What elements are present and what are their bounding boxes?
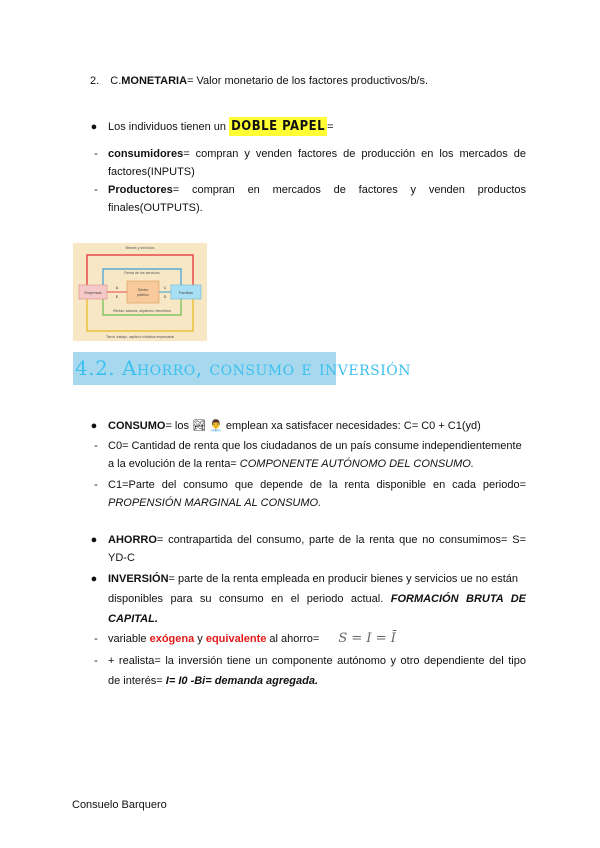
item-2-text: = Valor monetario de los factores productivos/b/s. [187,75,429,87]
diagram-right-box-label: Familias [178,291,194,295]
diagram-letter-c: C [163,286,167,290]
term-inversion: INVERSIÓN [108,573,169,585]
bullet-dot: ● [90,573,98,585]
footer-author: Consuelo Barquero [72,799,167,811]
bullet-dash: - [94,184,98,196]
diagram-center-line-2: público [137,293,149,297]
productores-item [90,181,526,217]
inversion-line-1 [108,570,526,588]
bullet-dot: ● [90,420,98,432]
term-productores: Productores [108,184,173,196]
realista-item [90,652,526,690]
diagram-bottom-label: Tierra, trabajo, capital e iniciativa empresarial [105,335,175,339]
person-emoji-icon: 👨‍💼 [209,420,223,432]
consumo-text-a: = los [165,420,193,432]
consumidores-text: = compran y venden factores de producción en los mercados de [183,148,526,160]
item-prefix: C. [110,75,122,87]
productores-line-2: finales(OUTPUTS). [108,202,203,214]
ahorro-item [88,531,526,567]
productores-text: = compran en mercados de factores y venden productos [172,184,526,196]
demanda-agregada-formula: I= I0 -Bi= demanda agregada. [165,675,319,687]
variable-item [90,630,396,648]
term-monetaria: MONETARIA [121,75,188,87]
doble-papel-highlight: DOBLE PAPEL [231,119,326,134]
equivalente-label: equivalente [205,633,267,645]
c1-line-1: C1=Parte del consumo que depende de la renta disponible en cada periodo= [108,479,526,491]
doble-papel-after: = [327,121,334,133]
bullet-dot: ● [90,121,98,133]
productores-line-1 [108,181,526,199]
inversion-capital: CAPITAL. [108,613,158,625]
realista-text: de interés= [108,675,166,687]
diagram-center-line-1: Sector [137,288,149,292]
ahorro-line-2: YD-C [108,552,135,564]
consumidores-line-2: factores(INPUTS) [108,166,195,178]
c1-item [90,476,526,512]
ahorro-text: = contrapartida del consumo, parte de la renta que no consumimos= S= [156,534,526,546]
c0-text: a la evolución de la renta= [108,458,240,470]
consumidores-line-1 [108,145,526,163]
exogena-label: exógena [149,633,195,645]
variable-text-a: variable [108,633,150,645]
doble-papel-item [88,118,334,136]
center-box [127,281,159,303]
diagram-letter-d: D [163,295,167,299]
variable-text-b: y [194,633,206,645]
diagram-inner-bottom: Rentas: salarios, alquileres, beneficios [113,309,171,313]
circular-flow-diagram [73,243,207,341]
term-consumidores: consumidores [108,148,184,160]
variable-text-c: al ahorro= [266,633,320,645]
inversion-text: = parte de la renta empleada en producir bienes y servicios ue no están [168,573,518,585]
doble-papel-intro: Los individuos tienen un [108,121,230,133]
term-ahorro: AHORRO [108,534,157,546]
c0-definition: COMPONENTE AUTÓNOMO DEL CONSUMO. [239,458,474,470]
bullet-dash: - [94,655,98,667]
diagram-left-box-label: Empresas [84,291,102,295]
c0-line-2 [108,455,526,473]
bullet-dash: - [94,148,98,160]
diagram-letter-e: E [115,295,119,299]
landscape-emoji-icon: 🏞 [192,420,207,432]
section-title: 4.2. Ahorro, consumo e inversión [75,356,412,380]
c0-item [90,437,526,473]
ahorro-line-1 [108,531,526,549]
bullet-dot: ● [90,534,98,546]
consumo-item [88,417,481,435]
saving-investment-formula: S = I = Ī [338,631,396,646]
diagram-inner-top: Renta de los servicios [124,271,160,275]
realista-line-1: + realista= la inversión tiene un componente autónomo y otro dependiente del tipo [108,655,526,667]
bullet-dash: - [94,633,98,645]
consumidores-item [90,145,526,181]
c1-line-2: PROPENSIÓN MARGINAL AL CONSUMO. [108,497,322,509]
term-consumo: CONSUMO [108,420,166,432]
diagram-top-label: Bienes y servicios [125,246,155,250]
inversion-item [88,570,526,628]
inversion-fbc: FORMACIÓN BRUTA DE [390,593,526,605]
inversion-line-3 [108,610,526,628]
bullet-dash: - [94,440,98,452]
consumo-text-b: emplean xa satisfacer necesidades: C= C0 + C1(yd) [222,420,481,432]
bullet-dash: - [94,479,98,491]
item-2 [90,72,428,90]
inversion-line-2 [108,590,526,608]
inversion-text-2: disponibles para su consumo en el periodo actual. [108,593,391,605]
c0-line-1: C0= Cantidad de renta que los ciudadanos de un país consume independientemente [108,440,522,452]
diagram-letter-a: A [115,286,119,290]
item-number: 2. [90,75,100,87]
realista-line-2 [108,672,526,690]
